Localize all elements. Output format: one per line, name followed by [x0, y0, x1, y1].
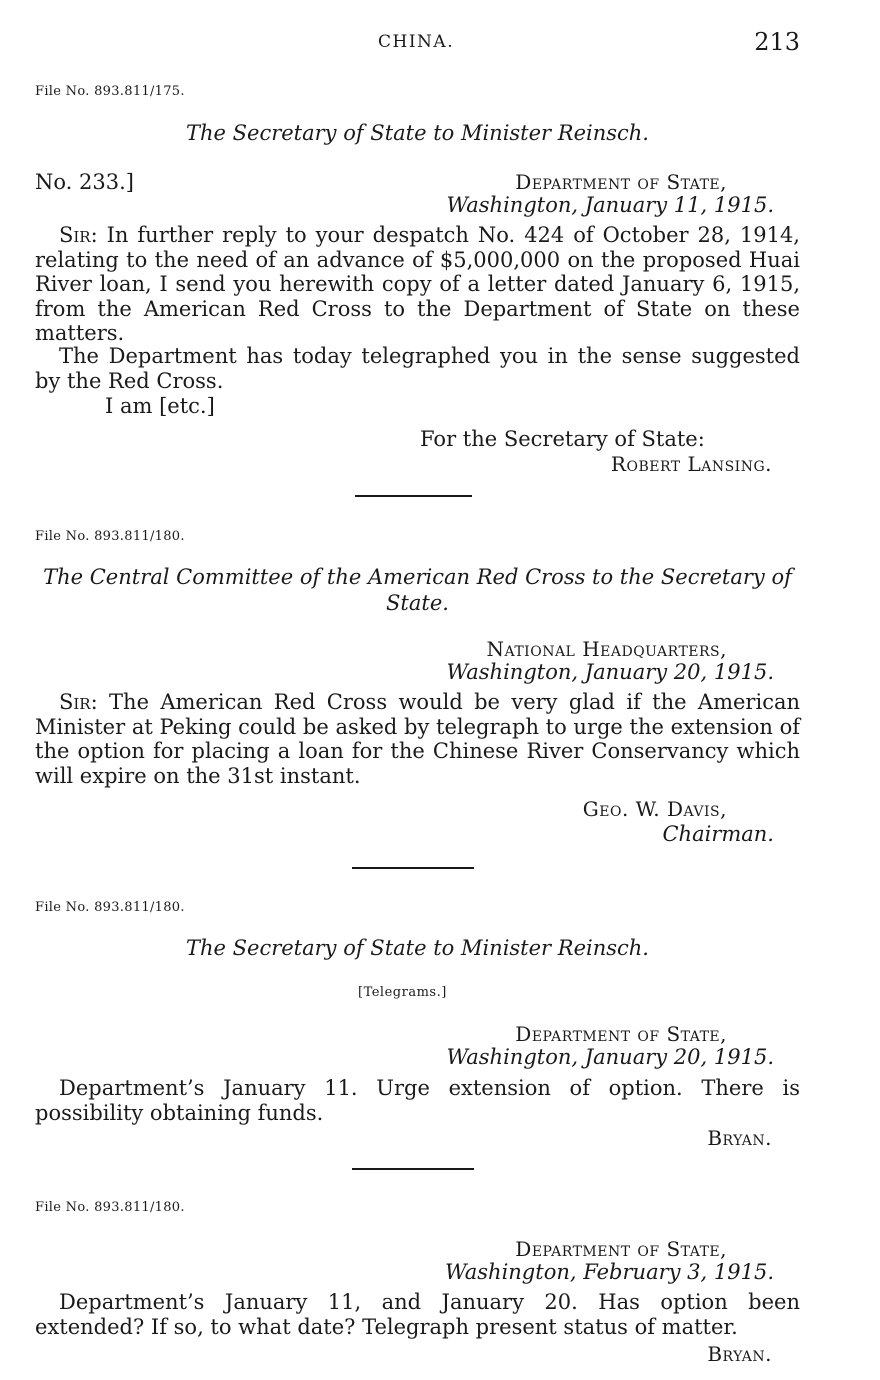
office-line: Department of State, [515, 1237, 727, 1261]
page-number: 213 [754, 28, 800, 56]
document-title: The Secretary of State to Minister Reinsch. [186, 121, 649, 145]
for-line: For the Secretary of State: [420, 427, 705, 451]
telegram-text: Department’s January 11. Urge extension of option. There is possibility obtaining funds. [35, 1076, 800, 1125]
file-number: File No. 893.811/175. [35, 84, 185, 99]
office-line: National Headquarters, [486, 637, 727, 661]
closing: I am [etc.] [105, 394, 215, 418]
telegram-text: Department’s January 11, and January 20. Has option been extended? If so, to what date? Telegraph present status of matter. [35, 1290, 800, 1339]
document-title: The Secretary of State to Minister Reinsch. [186, 936, 649, 960]
signature: Robert Lansing. [610, 452, 772, 476]
office-line: Department of State, [515, 1022, 727, 1046]
file-number: File No. 893.811/180. [35, 900, 185, 915]
office-line: Department of State, [515, 170, 727, 194]
place-date: Washington, January 20, 1915. [446, 660, 774, 684]
letter-paragraph [35, 690, 800, 788]
place-date: Washington, February 3, 1915. [444, 1260, 774, 1284]
section-divider [355, 495, 472, 497]
signature: Geo. W. Davis, [582, 797, 727, 821]
section-divider [352, 1168, 474, 1170]
signature-title: Chairman. [662, 822, 774, 846]
signature: Bryan. [707, 1126, 772, 1150]
letter-paragraph [35, 223, 800, 346]
running-head: CHINA. [378, 32, 455, 52]
file-number: File No. 893.811/180. [35, 1200, 185, 1215]
salutation: Sir: [59, 690, 98, 714]
signature: Bryan. [707, 1342, 772, 1366]
paragraph-text: In further reply to your despatch No. 424 of October 28, 1914, relating to the need of an advance of $5,000,000 on the proposed Huai River loan, I send you herewith copy of a letter dated January 6, 1915, from the American Red Cross to the Department of State on these matters. [35, 223, 800, 345]
despatch-number: No. 233.] [35, 170, 134, 194]
file-number: File No. 893.811/180. [35, 529, 185, 544]
salutation: Sir: [59, 223, 98, 247]
letter-paragraph: The Department has today telegraphed you in the sense suggested by the Red Cross. [35, 344, 800, 393]
place-date: Washington, January 11, 1915. [446, 193, 774, 217]
telegrams-note: [Telegrams.] [358, 985, 447, 1000]
section-divider [352, 867, 474, 869]
document-title: The Central Committee of the American Red Cross to the Secretary of State. [43, 565, 792, 615]
paragraph-text: The American Red Cross would be very glad if the American Minister at Peking could be asked by telegraph to urge the extension of the option for placing a loan for the Chinese River Conservancy which will expire on the 31st instant. [35, 690, 801, 788]
place-date: Washington, January 20, 1915. [446, 1045, 774, 1069]
